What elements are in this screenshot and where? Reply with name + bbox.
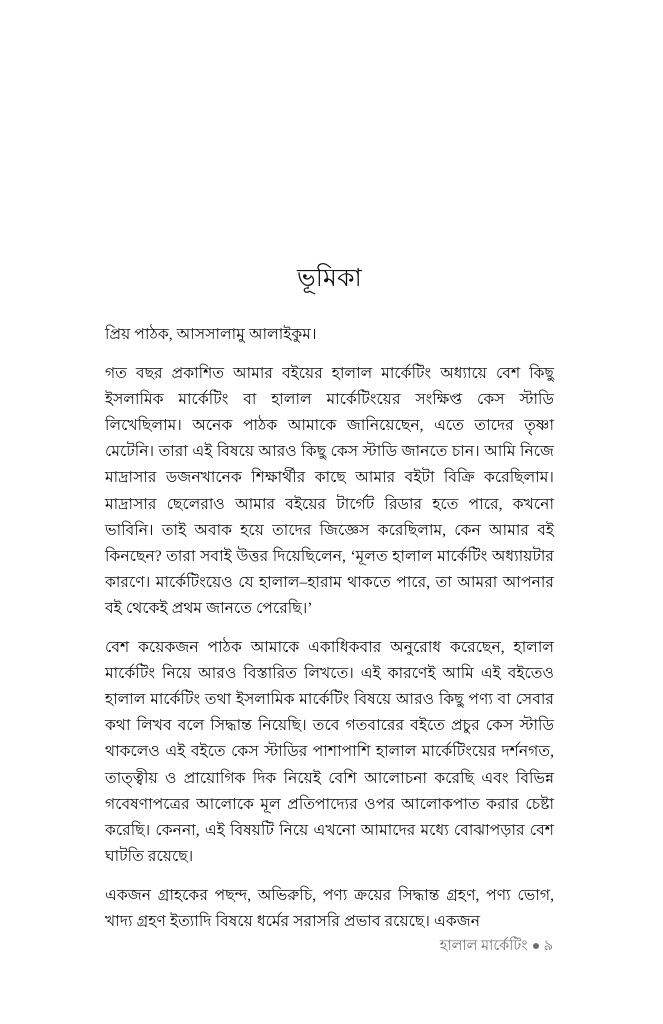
page-text-column xyxy=(105,262,554,935)
paragraph-salutation: প্রিয় পাঠক, আসসালামু আলাইকুম। xyxy=(105,326,317,343)
page-footer xyxy=(105,936,553,956)
footer-book-title: হালাল মার্কেটিং xyxy=(439,938,528,954)
footer-page-number: ৯ xyxy=(543,938,553,954)
paragraph-1: গত বছর প্রকাশিত আমার বইয়ের হালাল মার্কেটিং অধ্যায়ে বেশ কিছু ইসলামিক মার্কেটিং বা হালাল মার্কেটিংয়ের সংক্ষিপ্ত কেস স্টাডি লিখেছিলাম। অনেক পাঠক আমাকে জানিয়েছেন, এতে তাদের তৃষ্ণা মেটেনি। তারা এই বিষয়ে আরও কিছু কেস স্টাডি জানতে চান। আমি নিজে মাদ্রাসার ডজনখানেক শিক্ষার্থীর কাছে আমার বইটা বিক্রি করেছিলাম। মাদ্রাসার ছেলেরাও আমার বইয়ের টার্গেট রিডার হতে পারে, কখনো ভাবিনি। তাই অবাক হয়ে তাদের জিজ্ঞেস করেছিলাম, কেন আমার বই কিনছেন? তারা সবাই উত্তর দিয়েছিলেন, ‘মূলত হালাল মার্কেটিং অধ্যায়টার কারণে। মার্কেটিংয়েও যে হালাল–হারাম থাকতে পারে, তা আমরা আপনার বই থেকেই প্রথম জানতে পেরেছি।’ xyxy=(105,365,554,617)
footer-separator-dot xyxy=(533,943,539,949)
paragraph-3: একজন গ্রাহকের পছন্দ, অভিরুচি, পণ্য ক্রয়ের সিদ্ধান্ত গ্রহণ, পণ্য ভোগ, খাদ্য গ্রহণ ইত্যাদি বিষয়ে ধর্মের সরাসরি প্রভাব রয়েছে। একজন xyxy=(105,886,554,930)
page-title: ভূমিকা xyxy=(296,265,362,292)
paragraph-2: বেশ কয়েকজন পাঠক আমাকে একাধিকবার অনুরোধ করেছেন, হালাল মার্কেটিং নিয়ে আরও বিস্তারিত লিখতে। এই কারণেই আমি এই বইতেও হালাল মার্কেটিং তথা ইসলামিক মার্কেটিং বিষয়ে আরও কিছু পণ্য বা সেবার কথা লিখব বলে সিদ্ধান্ত নিয়েছি। তবে গতবারের বইতে প্রচুর কেস স্টাডি থাকলেও এই বইতে কেস স্টাডির পাশাপাশি হালাল মার্কেটিংয়ের দর্শনগত, তাত্ত্বীয় ও প্রায়োগিক দিক নিয়েই বেশি আলোচনা করেছি এবং বিভিন্ন গবেষণাপত্রের আলোকে মূল প্রতিপাদ্যের ওপর আলোকপাত করার চেষ্টা করেছি। কেননা, এই বিষয়টি নিয়ে এখনো আমাদের মধ্যে বোঝাপড়ার বেশ ঘাটতি রয়েছে। xyxy=(105,639,554,865)
